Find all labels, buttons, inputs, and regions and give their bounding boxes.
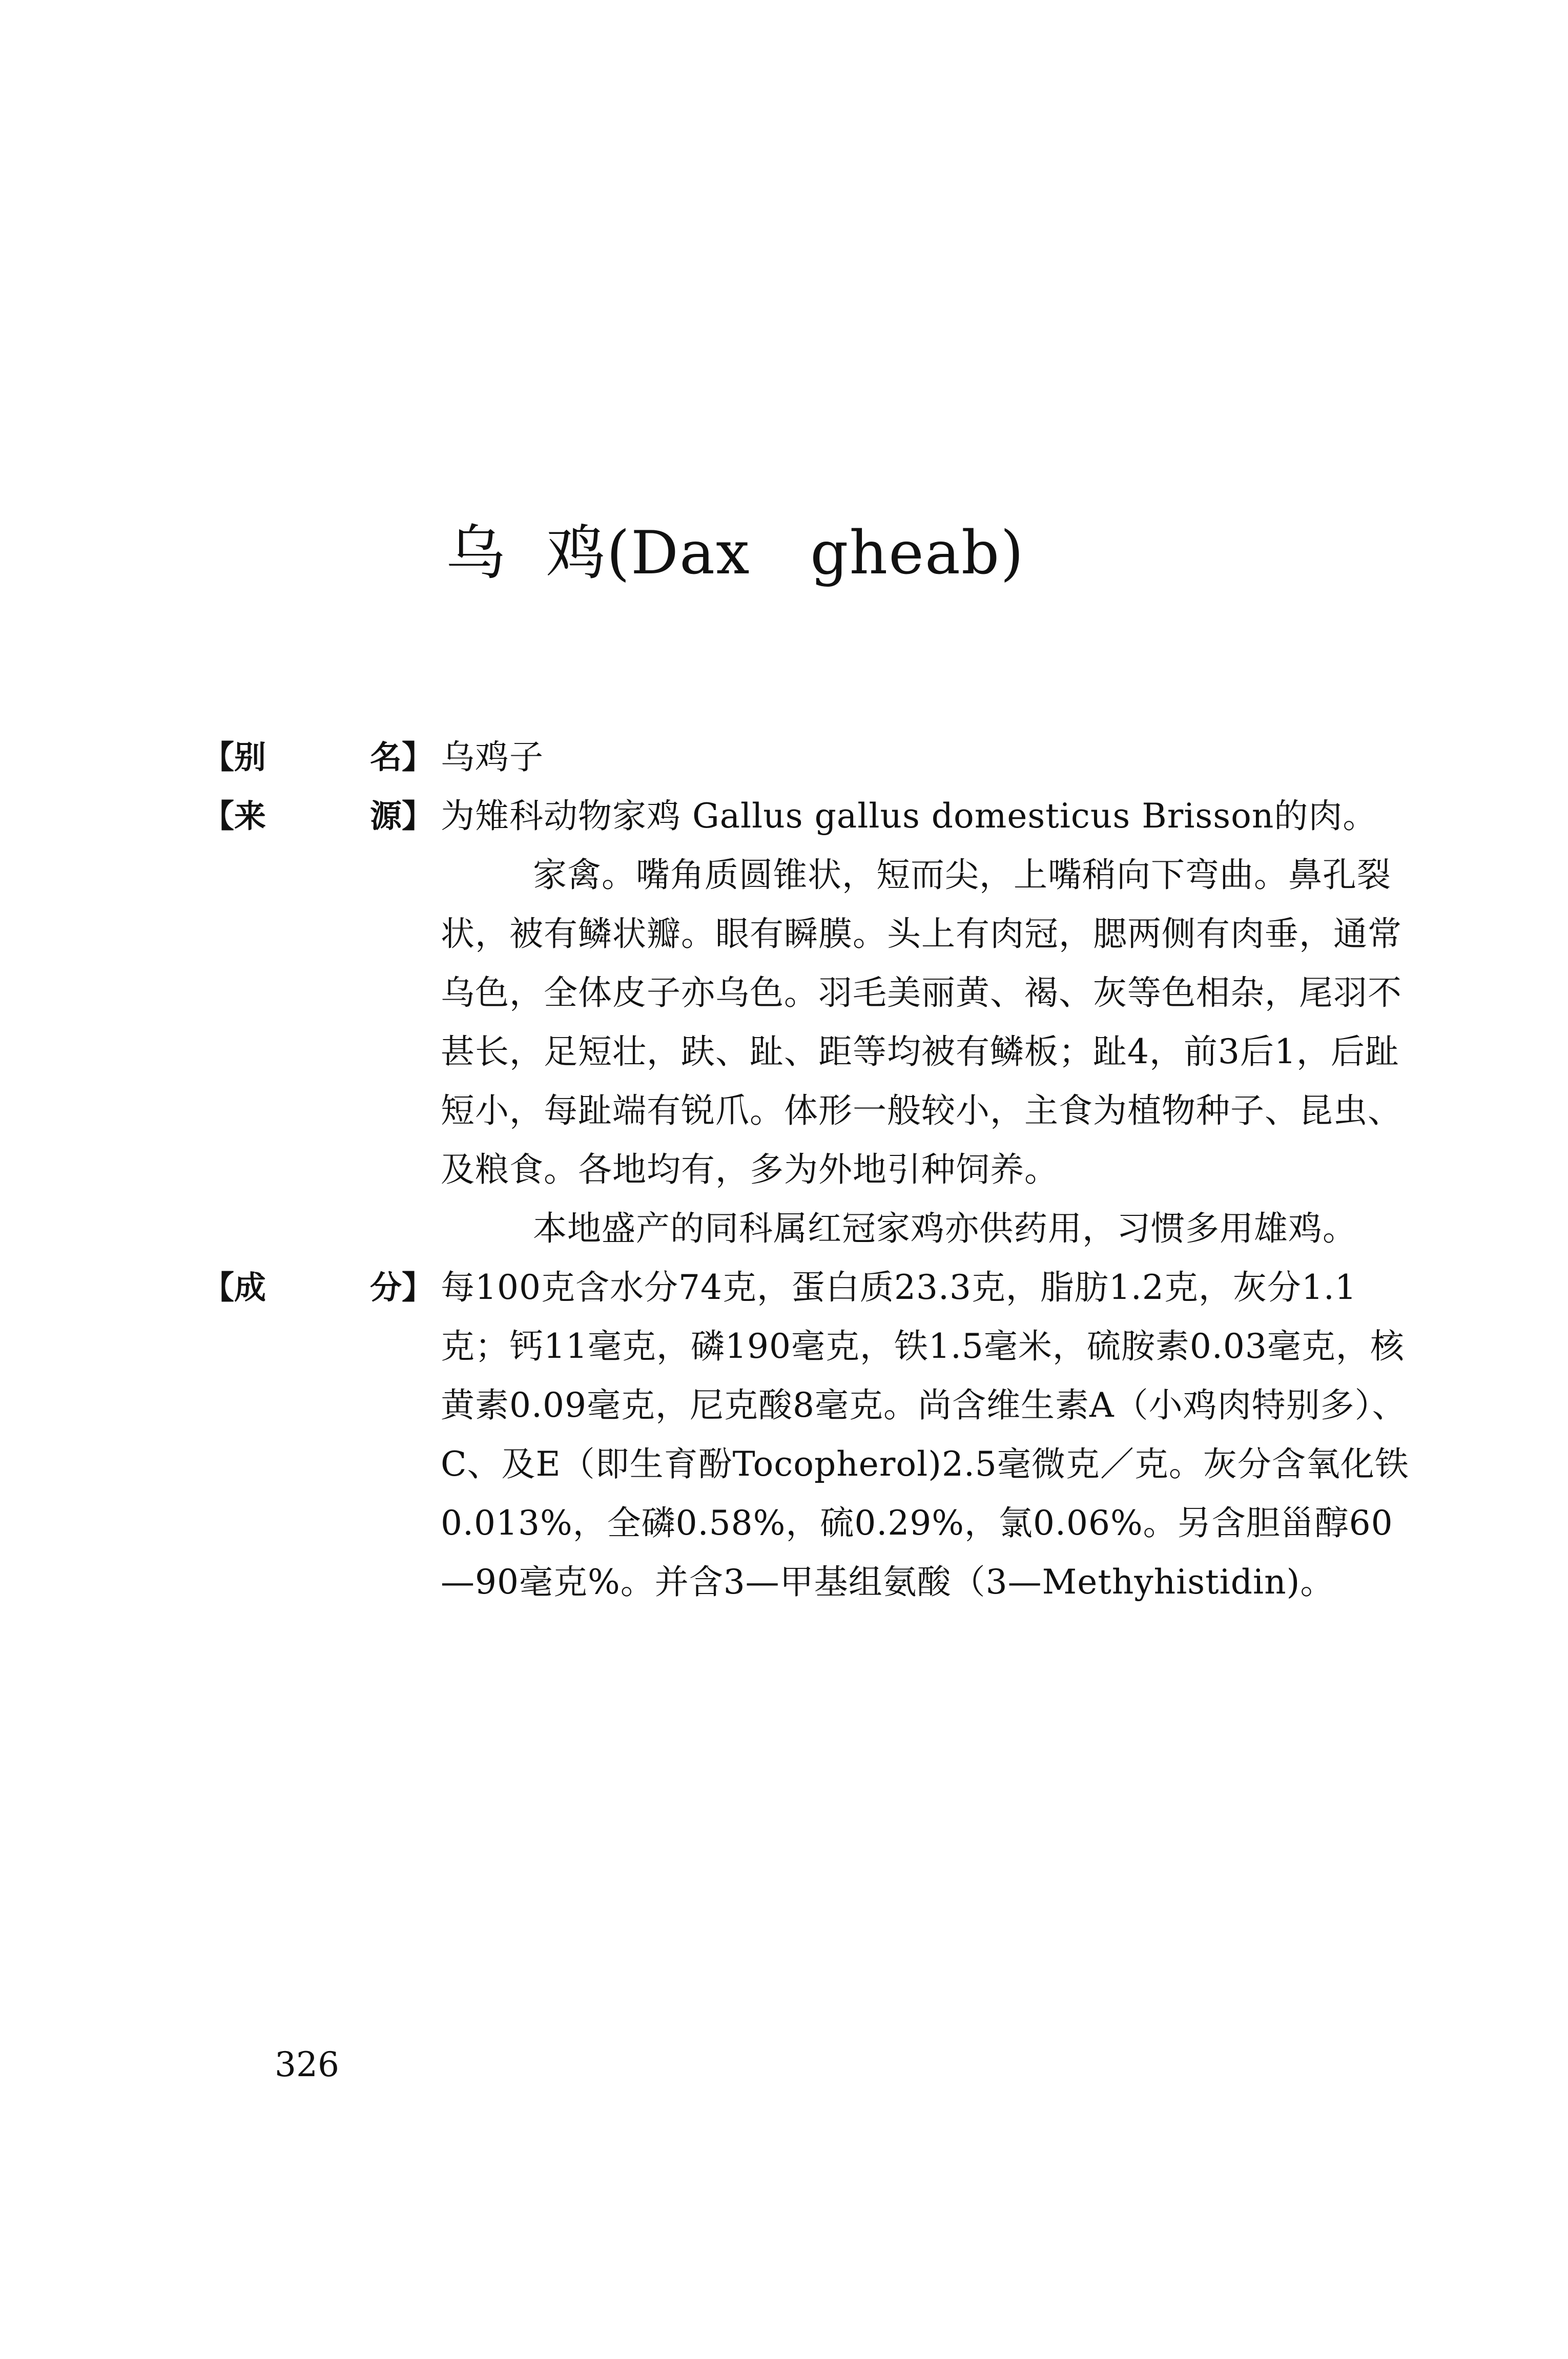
entry-paragraph: 家禽。嘴角质圆锥状，短而尖，上嘴稍向下弯曲。鼻孔裂状，被有鳞状瓣。眼有瞬膜。头上有肉冠，腮两侧有肉垂，通常乌色，全体皮子亦乌色。羽毛美丽黄、褐、灰等色相杂，尾羽不甚长，足短壮，趺、趾、距等均被有鳞板；趾4，前3后1，后趾短小，每趾端有锐爪。体形一般较小，主食为植物种子、昆虫、及粮食。各地均有，多为外地引种饲养。 xyxy=(441,855,1402,1189)
entry-label-right: 分】 xyxy=(369,1269,434,1306)
entry-body xyxy=(441,728,1417,787)
page-number: 326 xyxy=(275,2045,339,2084)
entry-label-right: 名】 xyxy=(369,738,434,776)
entry-paragraph: 为雉科动物家鸡 Gallus gallus domesticus Brisson的肉。 xyxy=(441,796,1377,836)
entry-list xyxy=(202,728,1417,1611)
entry-body xyxy=(441,787,1417,1258)
entry-paragraph: 本地盛产的同科属红冠家鸡亦供药用，习惯多用雄鸡。 xyxy=(533,1209,1357,1248)
entry-label-left: 【成 xyxy=(202,1269,266,1306)
entry-label-left: 【来 xyxy=(202,797,266,835)
entry-paragraph: 每100克含水分74克，蛋白质23.3克，脂肪1.2克，灰分1.1克；钙11毫克，磷190毫克，铁1.5毫米，硫胺素0.03毫克，核黄素0.09毫克，尼克酸8毫克。尚含维生素A（小鸡肉特别多）、C、及E（即生育酚Tocopherol)2.5毫微克／克。灰分含氧化铁0.013%，全磷0.58%，硫0.29%，氯0.06%。另含胆甾醇60—90毫克%。并含3—甲基组氨酸（3—Methyhistidin)。 xyxy=(441,1268,1409,1602)
entry-alias xyxy=(202,728,1417,787)
entry-label-left: 【别 xyxy=(202,738,266,776)
page-title: 乌 鸡(Dax gheab) xyxy=(446,519,1025,588)
entry-source xyxy=(202,787,1417,1258)
entry-label xyxy=(202,787,441,845)
entry-paragraph: 乌鸡子 xyxy=(441,737,544,777)
entry-label-right: 源】 xyxy=(369,797,434,835)
entry-body xyxy=(441,1258,1417,1611)
entry-composition xyxy=(202,1258,1417,1611)
entry-label xyxy=(202,1258,441,1317)
entry-label xyxy=(202,728,441,787)
